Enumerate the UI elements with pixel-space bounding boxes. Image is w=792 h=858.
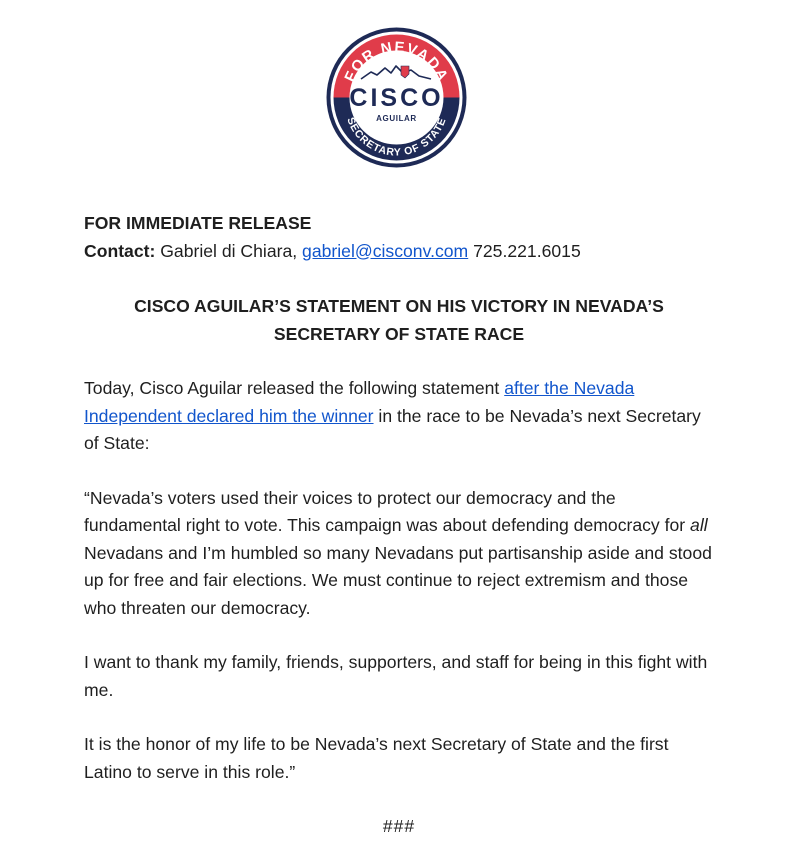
logo-bottom-arc-text: SECRETARY OF STATE (344, 115, 449, 159)
nevada-independent-link[interactable]: after the Nevada Independent declared him the winner (84, 378, 635, 426)
quote1-text-after: Nevadans and I’m humbled so many Nevadans put partisanship aside and stood up for free and fair elections. We must continue to reject extremism and those who threaten our democracy. (84, 542, 712, 618)
quote-paragraph-3: It is the honor of my life to be Nevada’s next Secretary of State and the first Latino to serve in this role.” (84, 734, 669, 782)
contact-line (84, 238, 714, 266)
release-label: FOR IMMEDIATE RELEASE (84, 213, 312, 233)
end-mark: ### (382, 816, 416, 836)
press-release-content (84, 210, 714, 841)
logo-subname: AGUILAR (376, 114, 417, 123)
cisco-aguilar-logo (325, 26, 468, 169)
headline-line-2: SECRETARY OF STATE RACE (273, 324, 525, 344)
intro-text-after: in the race to be Nevada’s next Secretary of State: (84, 405, 701, 453)
headline-line-1: CISCO AGUILAR’S STATEMENT ON HIS VICTORY IN NEVADA’S (134, 296, 664, 316)
quote1-emphasis: all (690, 515, 708, 535)
quote-paragraph-1 (84, 485, 714, 623)
logo-top-arc-text: FOR NEVADA (341, 38, 452, 85)
intro-text-before: Today, Cisco Aguilar released the following statement (84, 378, 505, 398)
contact-label: Contact: (84, 240, 156, 261)
contact-name: Gabriel di Chiara, (160, 240, 298, 261)
quote-paragraph-2: I want to thank my family, friends, supporters, and staff for being in this fight with me. (84, 652, 708, 700)
logo-name: CISCO (349, 84, 444, 112)
headline (84, 292, 714, 348)
contact-email-link[interactable]: gabriel@cisconv.com (302, 240, 469, 261)
intro-paragraph (84, 375, 714, 458)
quote1-text-before: “Nevada’s voters used their voices to protect our democracy and the fundamental right to vote. This campaign was about defending democracy for (84, 487, 691, 535)
contact-phone: 725.221.6015 (473, 240, 581, 261)
